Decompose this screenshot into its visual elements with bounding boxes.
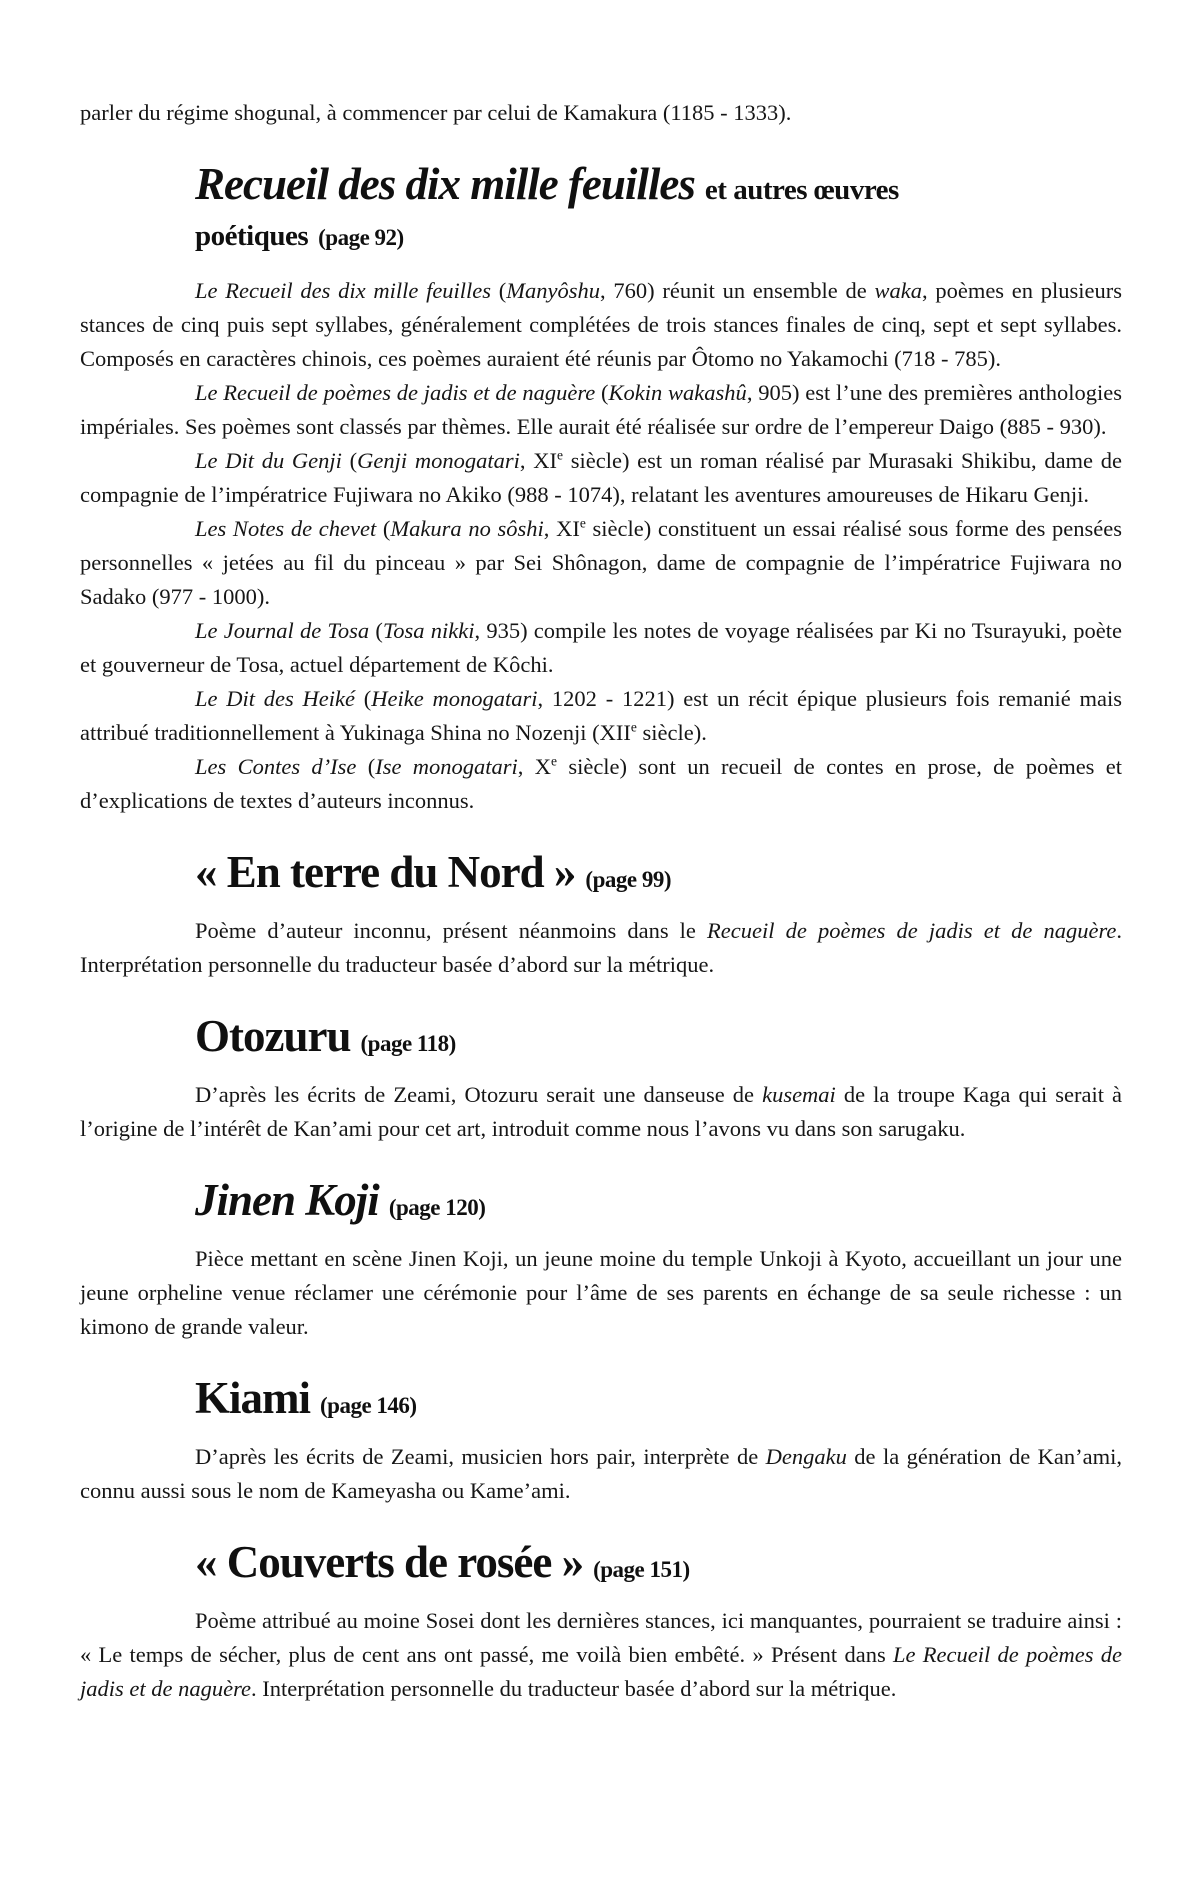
work-title: kusemai <box>762 1082 836 1107</box>
heading-text: poétiques <box>195 220 309 252</box>
work-title: Le Recueil des dix mille feuilles <box>195 278 492 303</box>
text-run: , X <box>517 754 551 779</box>
section-en-terre-du-nord <box>80 848 1122 982</box>
heading-text: et autres œuvres <box>704 174 899 206</box>
body-paragraph <box>80 1078 1122 1146</box>
text-run: ( <box>595 380 609 405</box>
heading-text: Otozuru <box>195 1011 351 1061</box>
work-title: Le Recueil de poèmes de jadis et de naguère <box>195 380 596 405</box>
text-run: siècle) est un roman réalisé par Murasaki Shikibu, dame de compagnie de l’impératrice Fujiwara no Akiko (988 - 1074), relatant les aventures amoureuses de Hikaru Genji. <box>80 448 1123 507</box>
work-title: Heike monogatari <box>371 686 538 711</box>
body-paragraph <box>80 1440 1122 1508</box>
work-title: Le Dit des Heiké <box>195 686 356 711</box>
text-run: , 935) compile les notes de voyage réalisées par Ki no Tsurayuki, poète et gouverneur de Tosa, actuel département de Kôchi. <box>80 618 1122 677</box>
work-title: Le Dit du Genji <box>195 448 342 473</box>
section-heading <box>195 1374 1122 1422</box>
work-title: Les Notes de chevet <box>195 516 377 541</box>
page-reference: (page 146) <box>320 1393 417 1418</box>
text-run: , poèmes en plusieurs stances de cinq puis sept syllabes, généralement complétées de trois stances finales de cinq, sept et sept syllabes. Composés en caractères chinois, ces poèmes auraient été réunis par Ôtomo no Yakamochi (718 - 785). <box>80 278 1123 371</box>
text-run: ( <box>376 516 391 541</box>
text-run: de la génération de Kan’ami, connu aussi sous le nom de Kameyasha ou Kame’ami. <box>80 1444 1122 1503</box>
intro-continuation-line: parler du régime shogunal, à commencer par celui de Kamakura (1185 - 1333). <box>80 100 792 125</box>
heading-text: « Couverts de rosée » <box>195 1537 584 1587</box>
text-run: ( <box>356 754 376 779</box>
section-heading <box>195 1012 1122 1060</box>
work-title: Makura no sôshi <box>390 516 544 541</box>
work-title: Tosa nikki <box>382 618 475 643</box>
work-title: waka <box>874 278 922 303</box>
text-run: D’après les écrits de Zeami, musicien hors pair, interprète de <box>195 1444 766 1469</box>
text-run: Pièce mettant en scène Jinen Koji, un jeune moine du temple Unkoji à Kyoto, accueillant un jour une jeune orpheline venue réclamer une cérémonie pour l’âme de ses parents en échange de sa seule richesse : un kimono de grande valeur. <box>80 1246 1122 1339</box>
ordinal-superscript: e <box>630 719 637 735</box>
section-heading <box>195 848 1122 896</box>
section-recueil-des-dix-mille-feuilles <box>80 160 1122 818</box>
section-heading <box>195 160 1122 256</box>
text-run: ( <box>341 448 358 473</box>
page-reference: (page 120) <box>388 1195 486 1220</box>
work-title: Les Contes d’Ise <box>195 754 357 779</box>
section-couverts-de-rosee <box>80 1538 1122 1706</box>
work-title: Dengaku <box>765 1444 847 1469</box>
body-paragraph <box>80 512 1122 614</box>
work-title: Genji monogatari <box>357 448 520 473</box>
ordinal-superscript: e <box>579 515 586 531</box>
heading-text: Jinen Koji <box>195 1175 379 1225</box>
text-run: , 1202 - 1221) est un récit épique plusieurs fois remanié mais attribué traditionnellement à Yukinaga Shina no Nozenji (XII <box>80 686 1122 745</box>
work-title: Manyôshu <box>506 278 601 303</box>
body-paragraph <box>80 750 1122 818</box>
body-paragraph <box>80 1604 1122 1706</box>
text-run: . Interprétation personnelle du traducteur basée d’abord sur la métrique. <box>80 918 1122 977</box>
ordinal-superscript: e <box>551 753 557 769</box>
text-run: , 760) réunit un ensemble de <box>600 278 875 303</box>
ordinal-superscript: e <box>557 447 564 463</box>
section-kiami <box>80 1374 1122 1508</box>
body-paragraph <box>80 274 1122 376</box>
text-run: siècle) sont un recueil de contes en prose, de poèmes et d’explications de textes d’auteurs inconnus. <box>80 754 1122 813</box>
page-reference: (page 99) <box>585 867 671 892</box>
text-run: ( <box>491 278 507 303</box>
work-title: Le Journal de Tosa <box>195 618 370 643</box>
page-reference: (page 92) <box>318 225 404 250</box>
body-paragraph <box>80 614 1122 682</box>
page-reference: (page 118) <box>360 1031 456 1056</box>
text-run: . Interprétation personnelle du traducteur basée d’abord sur la métrique. <box>251 1676 897 1701</box>
text-run: siècle). <box>636 720 707 745</box>
page-reference: (page 151) <box>593 1557 690 1582</box>
section-jinen-koji <box>80 1176 1122 1344</box>
work-title: Ise monogatari <box>375 754 518 779</box>
body-paragraph <box>80 682 1122 750</box>
heading-text: Recueil des dix mille feuilles <box>195 159 695 209</box>
text-run: de la troupe Kaga qui serait à l’origine de l’intérêt de Kan’ami pour cet art, introduit comme nous l’avons vu dans son sarugaku. <box>80 1082 1122 1141</box>
section-otozuru <box>80 1012 1122 1146</box>
body-paragraph <box>80 376 1122 444</box>
body-paragraph <box>80 444 1122 512</box>
sections-container <box>80 160 1122 1706</box>
text-run: Poème attribué au moine Sosei dont les dernières stances, ici manquantes, pourraient se traduire ainsi : « Le temps de sécher, plus de cent ans ont passé, me voilà bien embêté. » Présent dans <box>80 1608 1122 1667</box>
text-run: ( <box>355 686 372 711</box>
heading-text: « En terre du Nord » <box>195 847 576 897</box>
text-run: , XI <box>543 516 580 541</box>
heading-text: Kiami <box>195 1373 310 1423</box>
body-paragraph <box>80 914 1122 982</box>
text-run: , 905) est l’une des premières anthologies impériales. Ses poèmes sont classés par thèmes. Elle aurait été réalisée sur ordre de l’empereur Daigo (885 - 930). <box>80 380 1122 439</box>
section-heading <box>195 1538 1122 1586</box>
text-run: ( <box>369 618 383 643</box>
text-run: siècle) constituent un essai réalisé sous forme des pensées personnelles « jetées au fil du pinceau » par Sei Shônagon, dame de compagnie de l’impératrice Fujiwara no Sadako (977 - 1000). <box>80 516 1122 609</box>
body-paragraph <box>80 1242 1122 1344</box>
work-title: Le Recueil de poèmes de jadis et de naguère <box>80 1642 1122 1701</box>
text-run: , XI <box>519 448 558 473</box>
work-title: Kokin wakashû <box>608 380 747 405</box>
text-run: D’après les écrits de Zeami, Otozuru serait une danseuse de <box>195 1082 763 1107</box>
section-heading <box>195 1176 1122 1224</box>
text-run: Poème d’auteur inconnu, présent néanmoins dans le <box>195 918 708 943</box>
work-title: Recueil de poèmes de jadis et de naguère <box>707 918 1117 943</box>
